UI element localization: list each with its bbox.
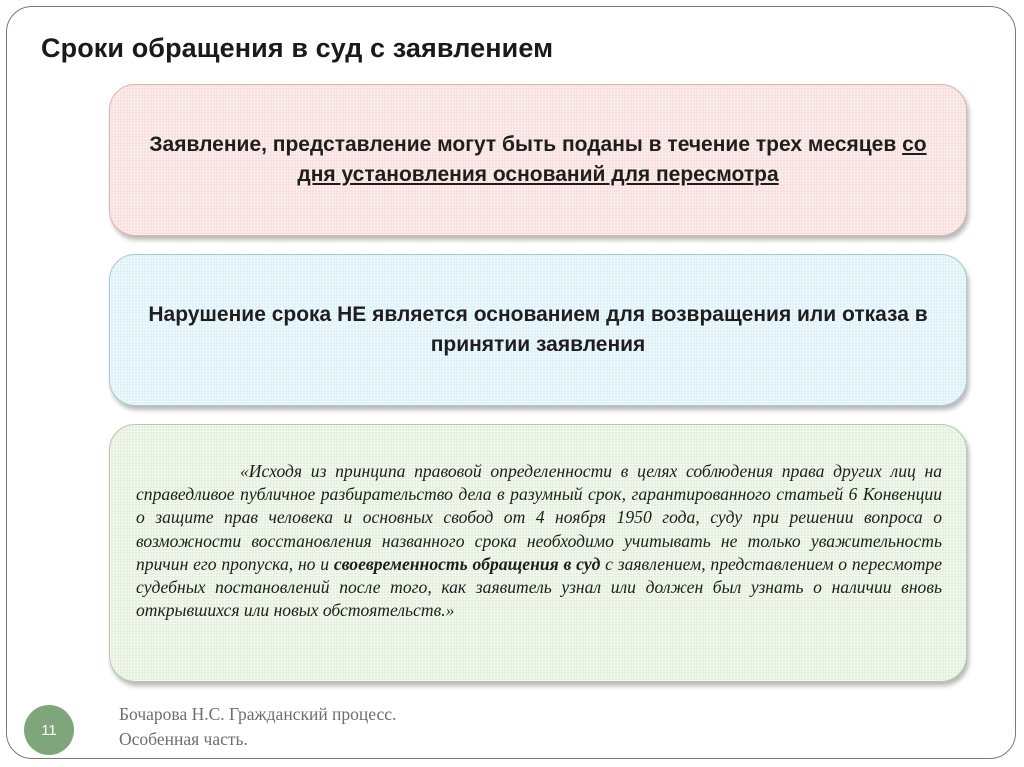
deadline-info-underlined: со дня установления оснований для пересмотра: [297, 133, 927, 186]
court-quote-box: [109, 424, 967, 682]
footer-line-2: Особенная часть.: [119, 729, 248, 749]
deadline-info-text: [110, 130, 966, 190]
footer-citation: [119, 702, 396, 752]
quote-part-before: «Исходя из принципа правовой определенности в целях соблюдения права других лиц на справедливое публичное разбирательство дела в разумный срок, гарантированного статьей 6 Конвенции о защите прав человека и основных свобод от 4 ноября 1950 года, суду при решении вопроса о возможности восстановления названного срока необходимо учитывать не только уважительность причин его пропуска, но и: [136, 461, 942, 574]
deadline-info-box: [109, 84, 967, 236]
deadline-violation-box: [109, 254, 967, 406]
quote-part-bold: своевременность обращения в суд: [333, 553, 601, 574]
deadline-info-main: Заявление, представление могут быть поданы в течение трех месяцев: [149, 133, 903, 156]
court-quote-text: [136, 460, 942, 622]
quote-part-after: с заявлением, представлением о пересмотре судебных постановлений после того, как заявитель узнал или должен был узнать о наличии вновь открывшихся или новых обстоятельств.»: [136, 553, 943, 621]
footer-line-1: Бочарова Н.С. Гражданский процесс.: [119, 704, 397, 724]
slide-frame: [6, 6, 1016, 759]
slide-title: Сроки обращения в суд с заявлением: [41, 33, 554, 63]
deadline-violation-text: Нарушение срока НЕ является основанием для возвращения или отказа в принятии заявления: [148, 303, 928, 356]
page-number-badge: 11: [24, 705, 74, 755]
